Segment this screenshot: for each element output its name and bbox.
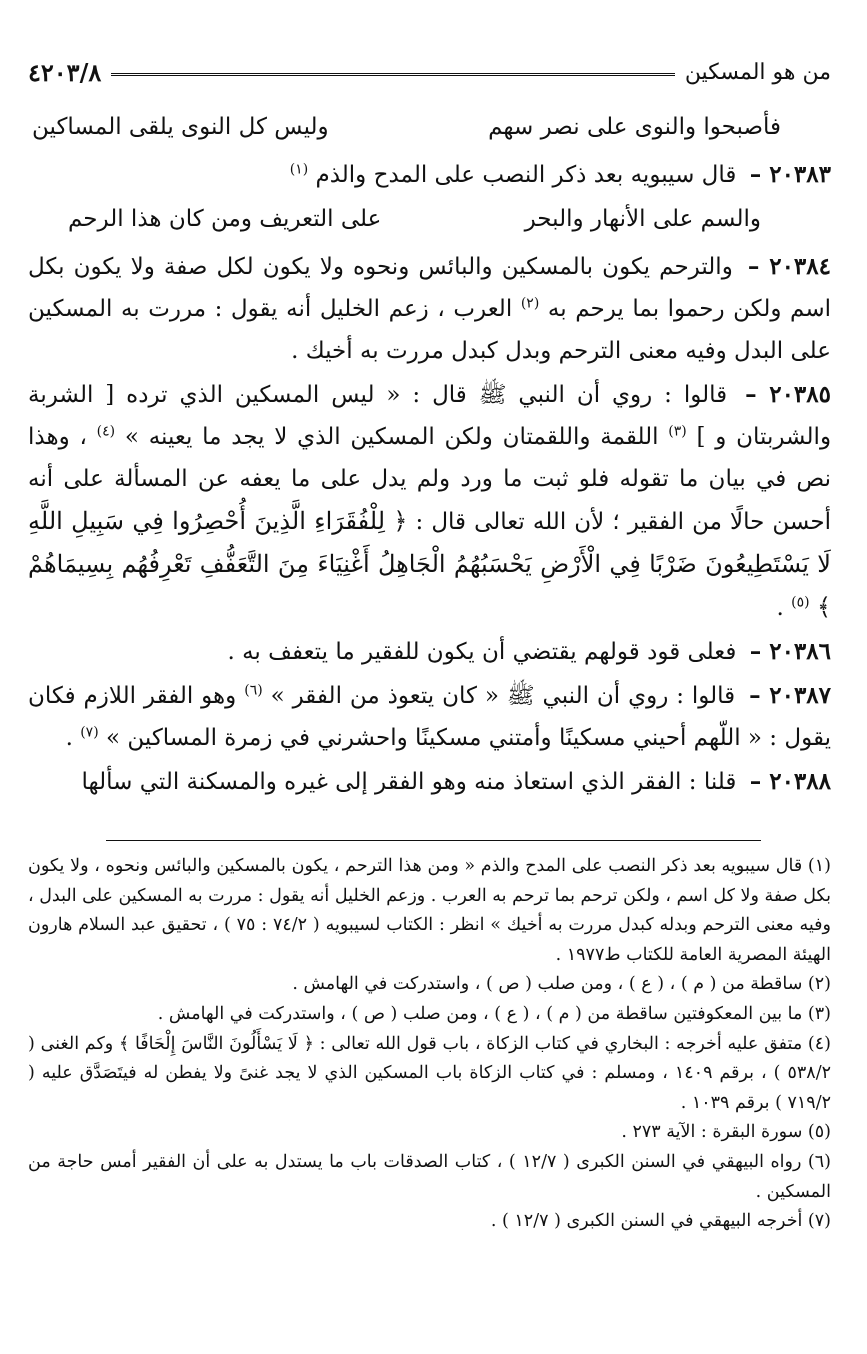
paragraph-number: ٢٠٣٨٤ – <box>747 253 831 280</box>
verse-hemistich: على التعريف ومن كان هذا الرحم <box>68 206 382 232</box>
quran-verse: ﴿ لِلْفُقَرَاءِ الَّذِينَ أُحْصِرُوا فِي سَبِيلِ اللَّهِ لَا يَسْتَطِيعُونَ ضَرْبًا فِي الْأَرْضِ يَحْسَبُهُمُ الْجَاهِلُ أَغْنِيَاءَ مِنَ التَّعَفُّفِ تَعْرِفُهُم بِسِيمَاهُمْ ﴾ <box>28 507 831 621</box>
page-header <box>28 52 831 92</box>
paragraph-text: قالوا : روي أن النبي ﷺ « كان يتعوذ من الفقر » <box>270 683 736 709</box>
page-number: ٤٢٠٣/٨ <box>28 57 102 87</box>
footnotes <box>28 852 831 1237</box>
footnote-ref: (٤) <box>96 423 116 440</box>
paragraph-20387 <box>28 675 831 759</box>
footnote-ref: (٢) <box>520 295 540 312</box>
paragraph-text: العرب ، زعم الخليل أنه يقول : مررت به المسكين على البدل وفيه معنى الترحم وبدل كبدل مررت به أخيك . <box>28 296 831 364</box>
footnote-6: (٦) رواه البيهقي في السنن الكبرى ( ١٢/٧ ) ، كتاب الصدقات باب ما يستدل به على أن الفقير أمس حاجة من المسكين . <box>28 1151 831 1202</box>
main-text <box>28 104 831 805</box>
paragraph-20386 <box>28 631 831 673</box>
paragraph-text: قلنا : الفقر الذي استعاذ منه وهو الفقر إلى غيره والمسكنة التي سألها <box>81 769 737 795</box>
footnote-ref: (١) <box>289 161 309 178</box>
paragraph-number: ٢٠٣٨٣ – <box>749 161 831 188</box>
paragraph-text: والترحم يكون بالمسكين والبائس ونحوه ولا يكون لكل صفة ولا يكون بكل اسم ولكن رحموا بما يرحم به <box>28 254 832 322</box>
footnote-ref: (٧) <box>80 724 99 741</box>
verse-line-1 <box>28 106 831 148</box>
verse-hemistich: والسم على الأنهار والبحر <box>524 206 761 232</box>
footnote-3: (٣) ما بين المعكوفتين ساقطة من ( م ) ، ( ع ) ، ومن صلب ( ص ) ، واستدركت في الهامش . <box>157 1003 831 1024</box>
footnote-1: (١) قال سيبويه بعد ذكر النصب على المدح والذم « ومن هذا الترحم ، يكون بالمسكين والبائس ونحوه ، ولا يكون بكل صفة ولا كل اسم ، ولكن ترحم بما ترحم به العرب . وزعم الخليل أنه يقول : مررت به المسكين على البدل ، وفيه معنى الترحم وبدله كبدل مررت به أخيك » انظر : الكتاب لسيبويه ( ٧٤/٢ : ٧٥ ) ، تحقيق عبد السلام هارون الهيئة المصرية العامة للكتاب ط١٩٧٧ . <box>28 856 831 965</box>
paragraph-number: ٢٠٣٨٦ – <box>749 638 831 665</box>
paragraph-text: فعلى قود قولهم يقتضي أن يكون للفقير ما يتعفف به . <box>227 639 737 665</box>
footnote-2: (٢) ساقطة من ( م ) ، ( ع ) ، ومن صلب ( ص ) ، واستدركت في الهامش . <box>292 974 831 995</box>
verse-hemistich: وليس كل النوى يلقى المساكين <box>32 114 329 140</box>
paragraph-text: قالوا : روي أن النبي ﷺ قال : « ليس المسكين الذي ترده [ الشربة والشربتان و ] <box>28 382 832 450</box>
paragraph-text: وهو الفقر اللازم فكان يقول : « اللّهم أحيني مسكينًا وأمتني مسكينًا واحشرني في زمرة المساكين » <box>28 683 831 751</box>
footnote-ref: (٥) <box>791 594 810 611</box>
paragraph-number: ٢٠٣٨٨ – <box>749 768 831 795</box>
paragraph-20388 <box>28 761 831 803</box>
paragraph-text: اللقمة واللقمتان ولكن المسكين الذي لا يجد ما يعينه » <box>124 424 659 450</box>
paragraph-text: قال سيبويه بعد ذكر النصب على المدح والذم <box>315 162 737 188</box>
paragraph-20383 <box>28 154 831 196</box>
footnote-separator <box>106 840 761 841</box>
paragraph-20385 <box>28 374 831 629</box>
header-rule <box>111 73 675 76</box>
paragraph-number: ٢٠٣٨٧ – <box>749 682 832 709</box>
footnote-ref: (٣) <box>668 423 687 440</box>
footnote-7: (٧) أخرجه البيهقي في السنن الكبرى ( ١٢/٧ ) . <box>490 1211 831 1232</box>
paragraph-end: . <box>776 595 784 621</box>
footnote-ref: (٦) <box>244 682 263 699</box>
verse-hemistich: فأصبحوا والنوى على نصر سهم <box>488 114 781 140</box>
footnote-4: (٤) متفق عليه أخرجه : البخاري في كتاب الزكاة ، باب قول الله تعالى : ﴿ لَا يَسْأَلُونَ النَّاسَ إِلْحَافًا ﴾ وكم الغنى ( ٥٣٨/٢ ) ، برقم ١٤٠٩ ، ومسلم : في كتاب الزكاة باب المسكين الذي لا يجد غنىً ولا يفطن له فيتَصَدَّق عليه ( ٧١٩/٢ ) برقم ١٠٣٩ . <box>28 1033 831 1113</box>
footnote-5: (٥) سورة البقرة : الآية ٢٧٣ . <box>621 1122 831 1143</box>
paragraph-number: ٢٠٣٨٥ – <box>745 381 831 408</box>
paragraph-end: . <box>65 725 73 751</box>
verse-line-2 <box>28 198 831 240</box>
paragraph-20384 <box>28 246 831 372</box>
paragraph-text: ، وهذا نص في بيان ما تقوله فلو ثبت ما ورد ولم يدل على ما يعفه عن المسألة على أنه أحسن حالًا من الفقير ؛ لأن الله تعالى قال : <box>28 424 832 535</box>
running-title: من هو المسكين <box>684 59 831 85</box>
